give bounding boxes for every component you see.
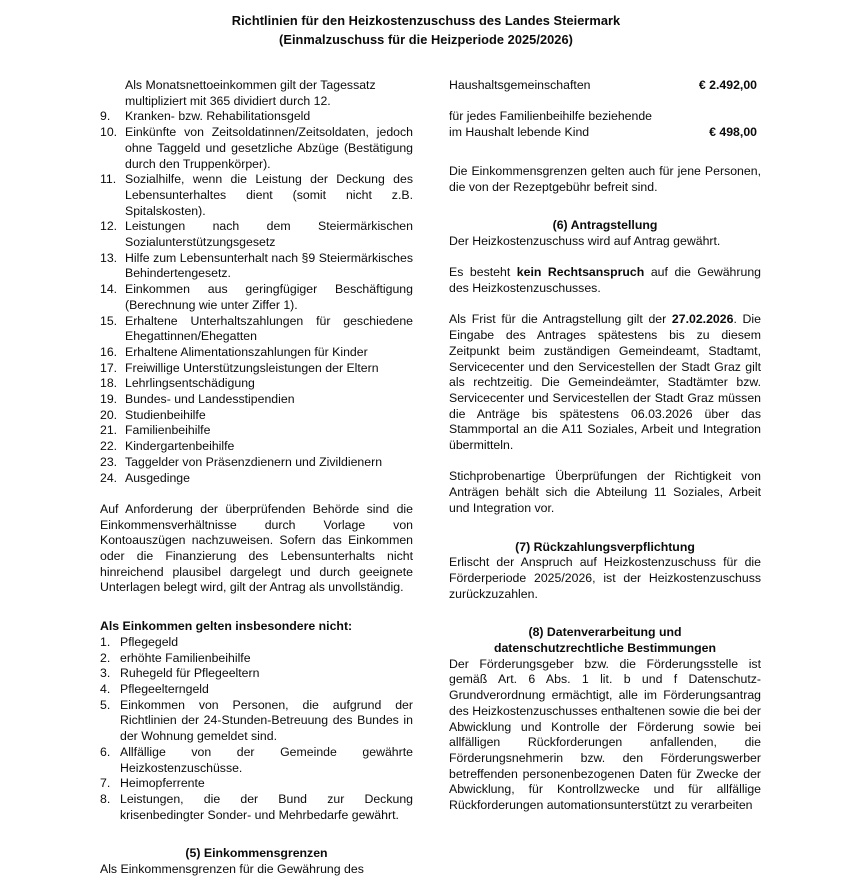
list-item-text: Bundes- und Landesstipendien (125, 392, 295, 407)
section-7-paragraph: Erlischt der Anspruch auf Heizkostenzuschuss für die Förderperiode 2025/2026, ist der Heizkostenzuschuss zurückzuzahlen. (449, 555, 761, 601)
section-7-heading: (7) Rückzahlungsverpflichtung (515, 539, 695, 554)
list-item-text: Pflegegeld (120, 634, 179, 649)
list-item-text: Heimopferrente (120, 776, 205, 791)
list-item-text: Einkünfte von Zeitsoldatinnen/Zeitsoldaten, jedoch ohne Taggeld und gesetzliche Abzüge (Bestätigung durch den Truppenkörper). (125, 125, 413, 171)
list-item-number: 24. (100, 470, 118, 485)
list-item (100, 251, 413, 282)
list-item (100, 125, 413, 172)
exclusions-heading: Als Einkommen gelten insbesondere nicht: (100, 619, 353, 634)
list-item (100, 376, 413, 392)
list-item (100, 698, 413, 745)
section-6-intro-line: Der Heizkostenzuschuss wird auf Antrag gewährt. (449, 233, 721, 248)
list-item-number: 7. (100, 776, 111, 791)
list-item-text: Leistungen nach dem Steiermärkischen Sozialunterstützungsgesetz (125, 219, 413, 250)
list-item-number: 14. (100, 282, 118, 297)
list-item-number: 16. (100, 344, 118, 359)
list-item-number: 20. (100, 407, 118, 422)
list-item (100, 666, 413, 682)
list-item-number: 1. (100, 634, 111, 649)
list-item-number: 11. (100, 172, 117, 187)
intro-continuation-paragraph: Als Monatsnettoeinkommen gilt der Tagessatz multipliziert mit 365 dividiert durch 12. (125, 78, 376, 108)
income-limit-amount: € 2.492,00 (698, 78, 757, 92)
list-item (100, 439, 413, 455)
deadline-text-post: . Die Eingabe des Antrages spätestens bis zu diesem Zeitpunkt beim zuständigen Gemeindeamt, Stadtamt, Servicecenter und den Servicestellen der Stadt Graz gilt als rechtzeitig. Die Gemeindeämter, Stadtämter bzw. Servicecenter und Servicestellen der Stadt Graz müssen die Anträge bis spätestens 06.03.2026 über das Stammportal an die A11 Soziales, Arbeit und Integration übermitteln. (449, 312, 761, 453)
list-item-text: Freiwillige Unterstützungsleistungen der Eltern (125, 360, 379, 375)
list-item-text: Studienbeihilfe (125, 407, 206, 422)
section-8-heading-line-2: datenschutzrechtliche Bestimmungen (493, 641, 717, 656)
list-item (100, 282, 413, 313)
list-item-text: Leistungen, die der Bund zur Deckung krisenbedingter Sonder- und Mehrbedarfe gewährt. (120, 791, 413, 822)
list-item-number: 9. (100, 109, 111, 124)
deadline-date: 27.02.2026 (671, 312, 734, 327)
right-column (449, 78, 761, 814)
list-item (100, 392, 413, 408)
list-item-text: Ruhegeld für Pflegeeltern (120, 666, 260, 681)
list-item-number: 10. (100, 125, 118, 140)
list-item-text: Kranken- bzw. Rehabilitationsgeld (125, 109, 311, 124)
section-5-clipped-line: Als Einkommensgrenzen für die Gewährung des (100, 862, 364, 877)
section-5-heading: (5) Einkommensgrenzen (185, 846, 328, 861)
list-item-number: 12. (100, 219, 118, 234)
list-item-text: Einkommen aus geringfügiger Beschäftigung (Berechnung wie unter Ziffer 1). (125, 282, 413, 312)
claim-text-post: auf die Gewährung des Heizkostenzuschusses. (449, 265, 762, 295)
document-title (60, 11, 792, 49)
list-item-text: Sozialhilfe, wenn die Leistung der Deckung des Lebensunterhaltes dient (somit nicht z.B. Spitalskosten). (125, 172, 413, 218)
list-item-text: Familienbeihilfe (125, 423, 211, 438)
child-limit-label-line-2: im Haushalt lebende Kind (449, 125, 590, 140)
list-item-number: 19. (100, 392, 118, 407)
list-item-number: 8. (100, 791, 111, 806)
list-item-number: 4. (100, 682, 111, 696)
section-8-paragraph: Der Förderungsgeber bzw. die Förderungsstelle ist gemäß Art. 6 Abs. 1 lit. b und f Datenschutz- Grundverordnung ermächtigt, alle im Förderungsantrag des Heizkostenzuschusses enthaltenen sowie die bei der Abwicklung und Kontrolle der Förderung sowie bei allfälligen Rückforderungen anfallenden, die Förderungsnehmerin bzw. den Förderungswerber betreffenden personenbezogenen Daten für Zwecke der Abwicklung, für Kontrollzwecke und für allfällige Rückforderungen automationsunterstützt zu verarbeiten (449, 656, 761, 813)
list-item-text: Erhaltene Unterhaltszahlungen für geschiedene Ehegattinnen/Ehegatten (125, 313, 413, 344)
verification-paragraph: Auf Anforderung der überprüfenden Behörde sind die Einkommensverhältnisse durch Vorlage von Kontoauszügen nachzuweisen. Sofern das Einkommen oder die Finanzierung des Lebensunterhalts nicht hinreichend plausibel dargelegt und durch geeignete Unterlagen belegt wird, gilt der Antrag als unvollständig. (100, 501, 413, 595)
exclusions-list (100, 635, 413, 823)
list-item (100, 635, 413, 651)
list-item-text: Taggelder von Präsenzdienern und Zivildienern (125, 454, 383, 469)
document-title-line-1: Richtlinien für den Heizkostenzuschuss des Landes Steiermark (231, 13, 621, 28)
list-item (100, 314, 413, 345)
document-title-line-2: (Einmalzuschuss für die Heizperiode 2025/2026) (279, 32, 573, 47)
list-item-text: Erhaltene Alimentationszahlungen für Kinder (125, 344, 368, 359)
fee-exemption-paragraph: Die Einkommensgrenzen gelten auch für jene Personen, die von der Rezeptgebühr befreit sind. (449, 163, 761, 194)
section-6-deadline-paragraph (449, 312, 761, 453)
list-item-text: Hilfe zum Lebensunterhalt nach §9 Steiermärkisches Behindertengesetz. (125, 250, 413, 281)
list-item-text: Kindergartenbeihilfe (125, 439, 235, 454)
list-item (100, 792, 413, 823)
list-item (100, 776, 413, 792)
income-limit-row-household (449, 78, 761, 94)
list-item-number: 17. (100, 360, 118, 375)
list-item-text: Lehrlingsentschädigung (125, 376, 255, 391)
child-limit-amount: € 498,00 (709, 125, 757, 140)
list-item (100, 172, 413, 219)
list-item-number: 22. (100, 439, 118, 454)
list-item-number: 5. (100, 697, 111, 712)
list-item-text: Allfällige von der Gemeinde gewährte Heizkostenzuschüsse. (120, 744, 413, 775)
list-item-number: 2. (100, 650, 111, 665)
list-item (100, 455, 413, 471)
list-item-number: 15. (100, 313, 118, 328)
list-item (100, 408, 413, 424)
claim-text-pre: Es besteht (449, 265, 517, 280)
claim-text-emphasis: kein Rechtsanspruch (516, 265, 645, 280)
income-types-list (100, 109, 413, 486)
list-item (100, 219, 413, 250)
list-item (100, 471, 413, 487)
list-item-number: 6. (100, 744, 111, 759)
list-item (100, 423, 413, 439)
list-item (100, 361, 413, 377)
income-limit-label: Haushaltsgemeinschaften (449, 78, 591, 92)
list-item-text: Ausgedinge (125, 470, 190, 485)
list-item-number: 18. (100, 376, 118, 391)
deadline-text-pre: Als Frist für die Antragstellung gilt der (449, 312, 672, 327)
left-column (100, 78, 413, 877)
list-item-text: erhöhte Familienbeihilfe (120, 650, 251, 665)
list-item-text: Einkommen von Personen, die aufgrund der Richtlinien der 24-Stunden-Betreuung des Bundes in der Wohnung gemeldet sind. (120, 697, 413, 744)
income-limit-row-child (449, 109, 761, 140)
list-item-number: 21. (100, 423, 118, 438)
list-item (100, 651, 413, 667)
list-item-text: Pflegeelterngeld (120, 682, 209, 696)
list-item-number: 23. (100, 454, 118, 469)
list-item (100, 745, 413, 776)
section-8-heading-line-1: (8) Datenverarbeitung und (528, 625, 682, 640)
list-item (100, 109, 413, 125)
child-limit-label-line-1: für jedes Familienbeihilfe beziehende (449, 109, 653, 124)
list-item-number: 3. (100, 666, 111, 681)
list-item (100, 682, 413, 698)
section-6-sampling-paragraph: Stichprobenartige Überprüfungen der Richtigkeit von Anträgen behält sich die Abteilung 11 Soziales, Arbeit und Integration vor. (449, 469, 761, 515)
list-item (100, 345, 413, 361)
list-item-number: 13. (100, 250, 118, 265)
section-6-no-legal-claim-paragraph (449, 265, 761, 296)
section-6-heading: (6) Antragstellung (552, 218, 658, 233)
